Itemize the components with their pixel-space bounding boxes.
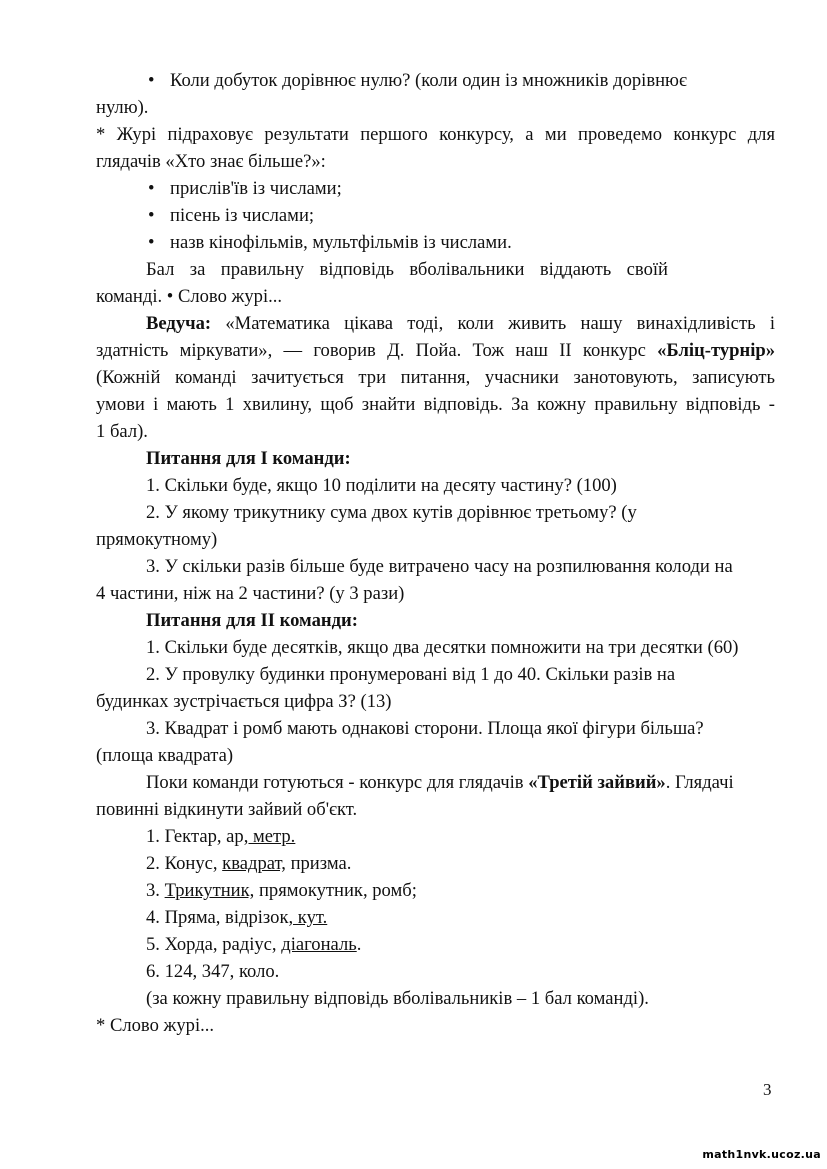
text-span: 5. Хорда, радіус, (146, 934, 277, 955)
question-item: 3. У скільки разів більше буде витрачено часу на розпилювання колоди на (146, 556, 733, 577)
text-line: умови і мають 1 хвилину, щоб знайти відповідь. За кожну правильну відповідь - (96, 394, 775, 415)
bullet-marker: • (148, 205, 155, 226)
text-span: «Математика цікава тоді, коли живить нашу винахідливість і (225, 313, 775, 334)
contest-title: «Бліц-турнір» (657, 340, 775, 361)
text-span: 1. Гектар, ар (146, 826, 244, 847)
text-span: призма. (290, 853, 352, 874)
text-span: 2. Конус, (146, 853, 218, 874)
text-span: 4. Пряма, відрізок (146, 907, 289, 928)
bullet-marker: • (148, 178, 155, 199)
question-item: 2. У провулку будинки пронумеровані від 1 до 40. Скільки разів на (146, 664, 676, 685)
list-item: 6. 124, 347, коло. (146, 961, 280, 982)
text-line: * Слово журі... (96, 1015, 215, 1036)
question-item: 3. Квадрат і ромб мають однакові сторони. Площа якої фігури більша? (146, 718, 704, 739)
bullet-marker: • (148, 232, 155, 253)
list-item: прислів'їв із числами; (170, 178, 342, 199)
text-line (96, 340, 775, 362)
text-line: нулю). (96, 97, 149, 118)
list-item (146, 853, 351, 875)
text-span: прямокутник, ромб; (258, 880, 417, 901)
text-span: . (356, 934, 362, 955)
underlined-answer: Трикутник, (164, 880, 255, 901)
text-line: * Журі підраховує результати першого конкурсу, а ми проведемо конкурс для (96, 124, 775, 145)
underlined-answer: діагональ (281, 934, 357, 955)
list-item (146, 934, 361, 956)
text-line (146, 313, 775, 335)
text-line: Бал за правильну відповідь вболівальники віддають своїй (146, 259, 668, 280)
list-item (146, 826, 295, 848)
underlined-answer: , метр. (243, 826, 296, 847)
question-item: 1. Скільки буде десятків, якщо два десятки помножити на три десятки (60) (146, 637, 739, 658)
text-line: (Кожній команді зачитується три питання, учасники занотовують, записують (96, 367, 775, 388)
list-item (146, 880, 417, 902)
text-line: (за кожну правильну відповідь вболівальників – 1 бал команді). (146, 988, 649, 1009)
underlined-answer: квадрат, (222, 853, 286, 874)
underlined-answer: , кут. (288, 907, 328, 928)
text-span: 3. (146, 880, 160, 901)
text-span: здатність міркувати», — говорив Д. Пойа. Тож наш ІІ конкурс (96, 340, 646, 361)
text-span: Поки команди готуються - конкурс для глядачів (146, 772, 524, 793)
list-item: пісень із числами; (170, 205, 315, 226)
page-number: 3 (763, 1080, 772, 1099)
watermark: math1nvk.ucoz.ua (702, 1148, 821, 1161)
contest-title: «Третій зайвий» (528, 772, 666, 793)
text-span: . Глядачі (665, 772, 734, 793)
bullet-marker: • (148, 70, 155, 91)
text-line: Коли добуток дорівнює нулю? (коли один із множників дорівнює (170, 70, 687, 91)
text-line: будинках зустрічається цифра З? (13) (96, 691, 392, 712)
section-heading (146, 610, 358, 632)
text-line: 4 частини, ніж на 2 частини? (у 3 рази) (96, 583, 405, 604)
list-item: назв кінофільмів, мультфільмів із числами. (170, 232, 512, 253)
text-line: 1 бал). (96, 421, 148, 442)
text-line: глядачів «Хто знає більше?»: (96, 151, 326, 172)
speaker-label: Ведуча: (146, 313, 212, 334)
text-line: (площа квадрата) (96, 745, 234, 766)
text-line (146, 772, 734, 794)
section-heading-text: Питання для ІІ команди: (146, 610, 358, 631)
list-item (146, 907, 327, 929)
text-line: команді. • Слово журі... (96, 286, 283, 307)
question-item: 2. У якому трикутнику сума двох кутів дорівнює третьому? (у (146, 502, 637, 523)
text-line: прямокутному) (96, 529, 218, 550)
section-heading (146, 448, 351, 470)
question-item: 1. Скільки буде, якщо 10 поділити на десяту частину? (100) (146, 475, 617, 496)
text-line: повинні відкинути зайвий об'єкт. (96, 799, 358, 820)
section-heading-text: Питання для І команди: (146, 448, 351, 469)
